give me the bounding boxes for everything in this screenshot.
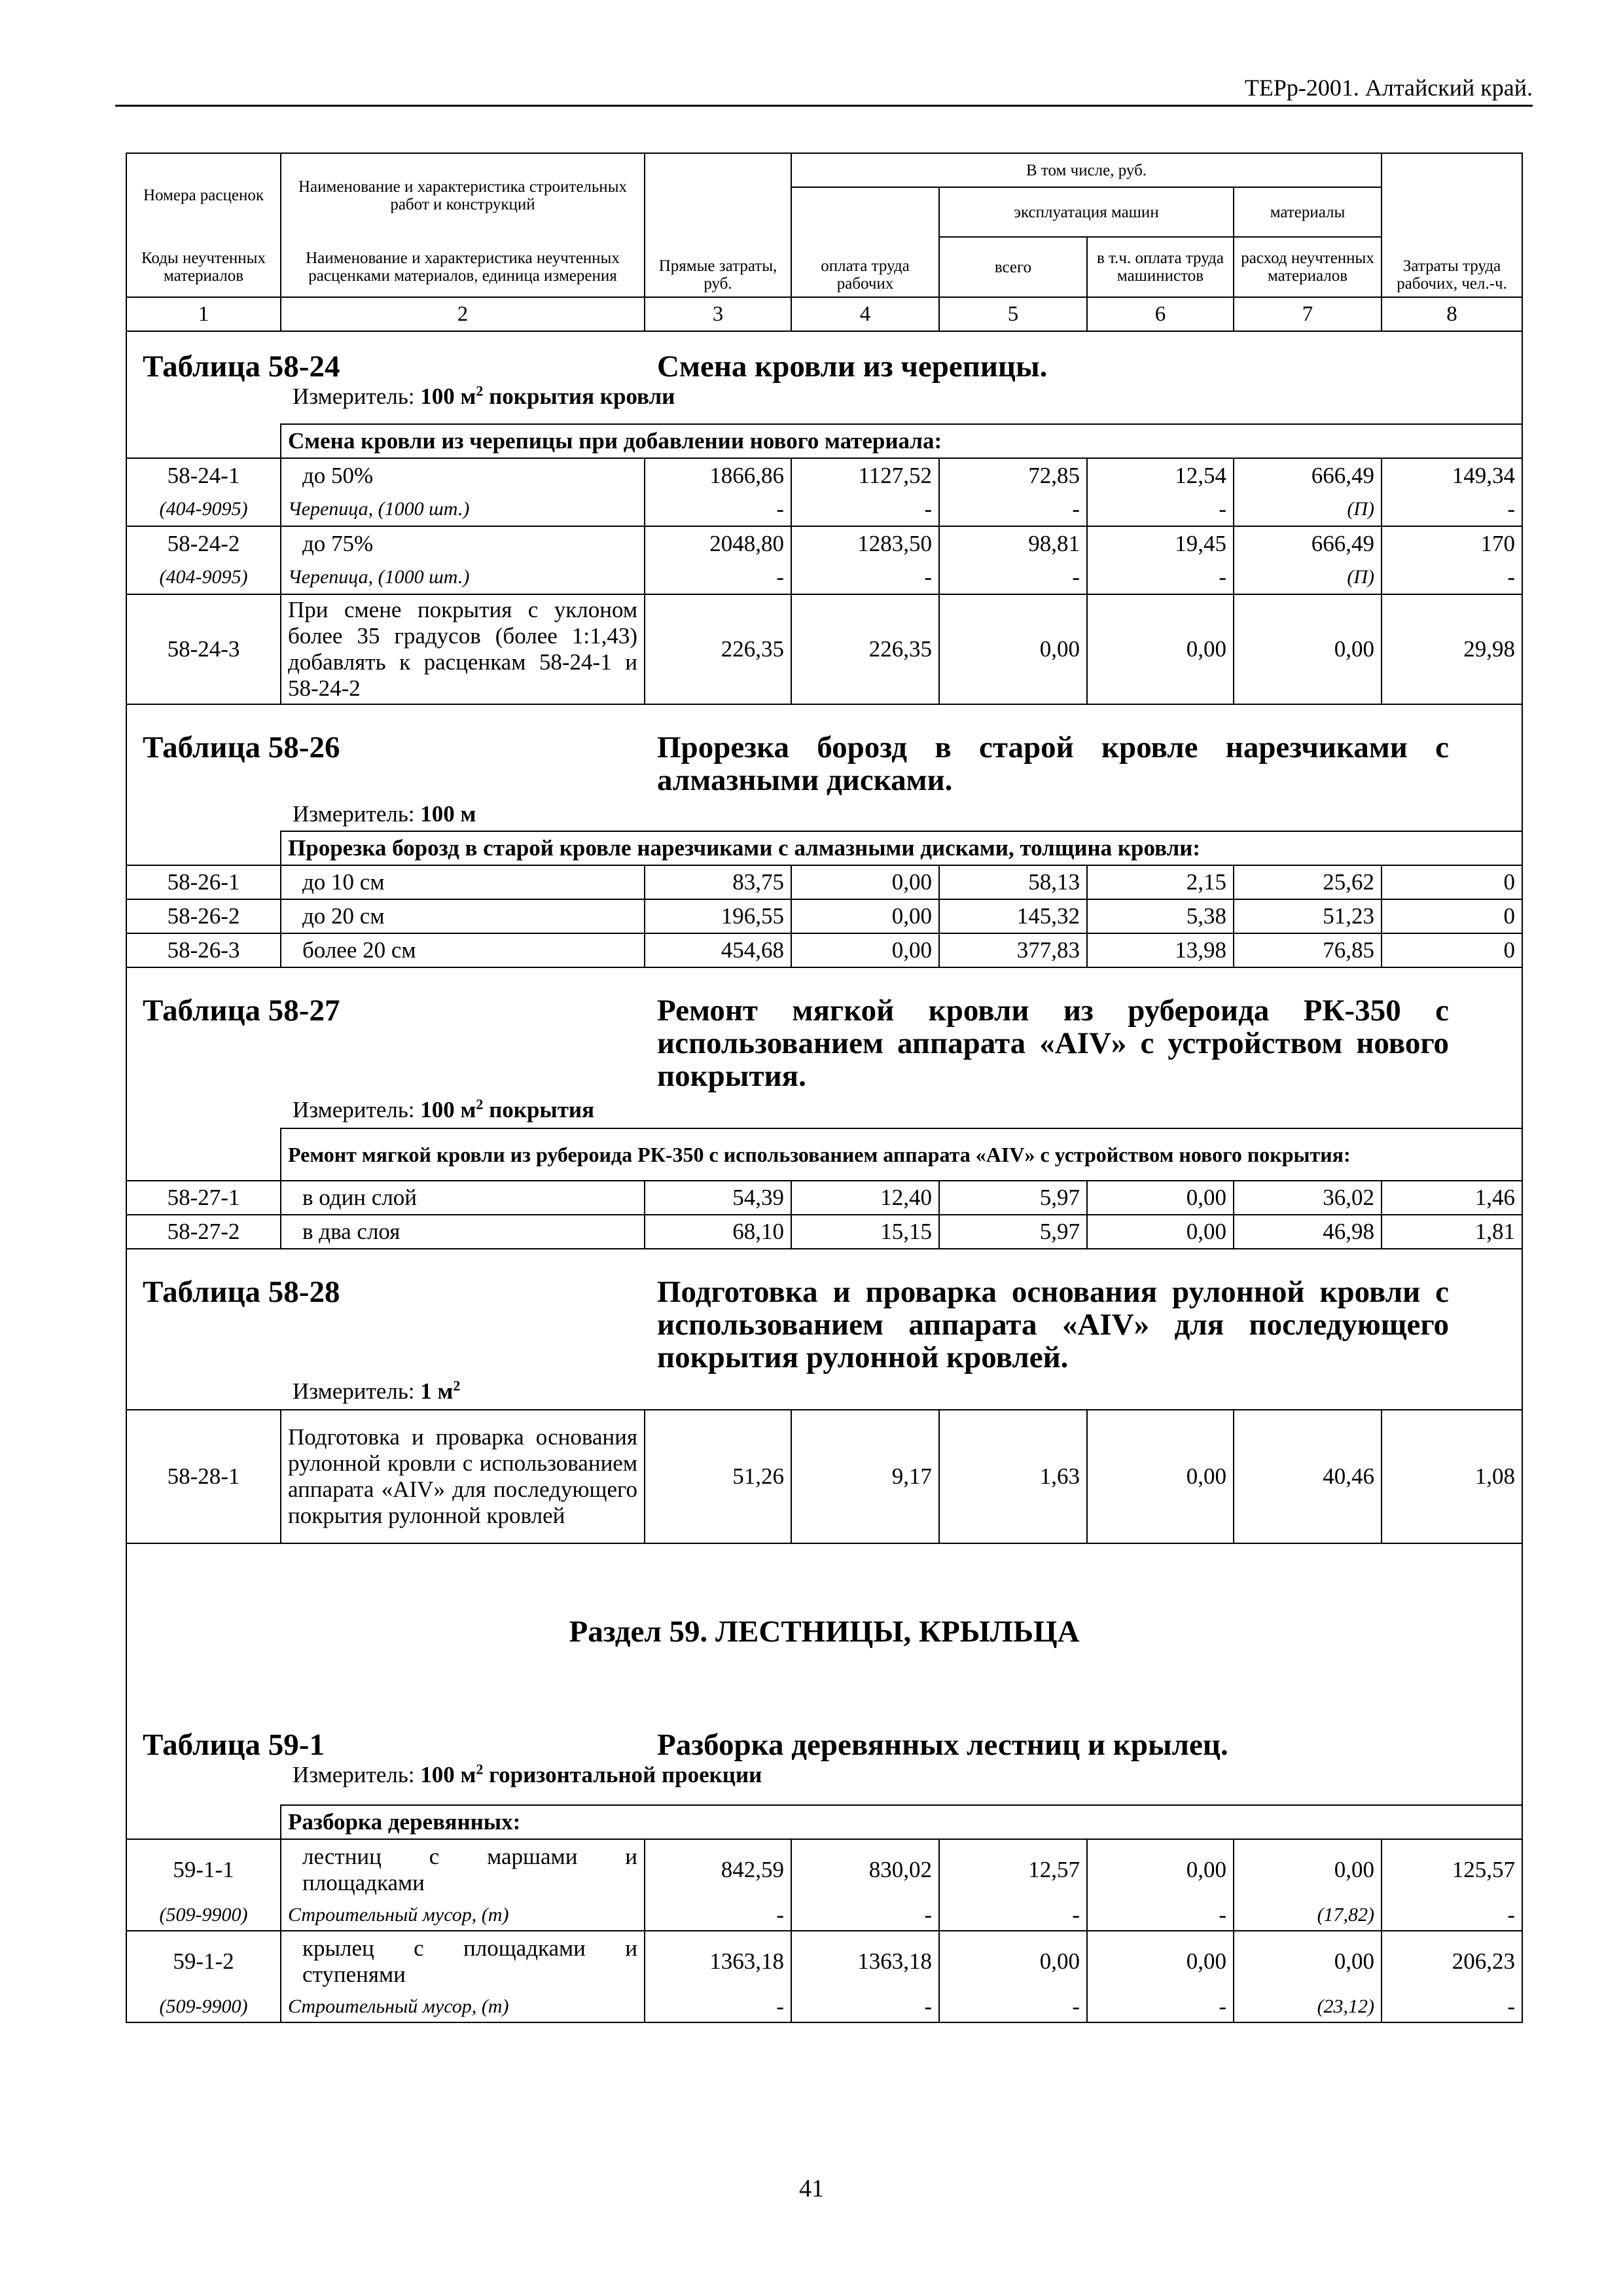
material-name: Строительный мусор, (т) (281, 1899, 645, 1931)
table-row: 58-24-3 При смене покрытия с уклоном более 35 градусов (более 1:1,43) добавлять к расценкам 58-24-1 и 58-24-2 226,35 226,35 0,00 0,00 0,00 29,98 (126, 594, 1522, 704)
rate-name: до 75% (281, 526, 645, 560)
hdr-uncounted-materials: расход неучтенных материалов (1234, 237, 1382, 297)
table-row: 58-27-2 в два слоя 68,10 15,15 5,97 0,00 46,98 1,81 (126, 1215, 1522, 1249)
table-row: 58-26-3 более 20 см 454,68 0,00 377,83 13,98 76,85 0 (126, 933, 1522, 967)
rate-code: 59-1-2 (126, 1931, 281, 1991)
table-name: Таблица 59-1 (143, 1728, 325, 1762)
hdr-direct-costs: Прямые затраты, руб. (645, 153, 791, 297)
hdr-labor-costs: Затраты труда рабочих, чел.-ч. (1382, 153, 1522, 297)
table-row: 59-1-2 крылец с площадками и ступенями 1363,18 1363,18 0,00 0,00 0,00 206,23 (126, 1931, 1522, 1991)
material-code: (509-9900) (126, 1991, 281, 2022)
table-measure: Измеритель: 100 м (293, 801, 476, 827)
header-rule (115, 105, 1533, 107)
section-59-heading (126, 1543, 1522, 1805)
rate-code: 58-26-3 (126, 933, 281, 967)
table-name: Таблица 58-26 (143, 730, 340, 764)
rate-name: до 20 см (281, 899, 645, 933)
rate-name: до 10 см (281, 865, 645, 899)
table-title: Прорезка борозд в старой кровле нарезчиками с алмазными дисками. (657, 730, 1449, 797)
table-title: Разборка деревянных лестниц и крылец. (657, 1728, 1228, 1762)
rate-name: При смене покрытия с уклоном более 35 градусов (более 1:1,43) добавлять к расценкам 58-24-1 и 58-24-2 (281, 594, 645, 704)
rate-name: лестниц с маршами и площадками (281, 1839, 645, 1899)
table-measure: Измеритель: 100 $м^2$ горизонтальной проекции (293, 1761, 762, 1787)
table-58-28-heading (126, 1249, 1522, 1410)
table-measure: Измеритель: 1 $м^2$ (293, 1377, 461, 1404)
rate-code: 58-24-1 (126, 458, 281, 492)
hdr-machine-operation: эксплуатация машин (939, 187, 1234, 237)
rate-code: 58-28-1 (126, 1410, 281, 1543)
hdr-rates-number: Номера расценок (126, 153, 281, 237)
material-code: (404-9095) (126, 560, 281, 594)
table-row: (404-9095) Черепица, (1000 шт.) - - - - (П) - (126, 560, 1522, 594)
table-row: 58-26-2 до 20 см 196,55 0,00 145,32 5,38 51,23 0 (126, 899, 1522, 933)
column-number: 2 (281, 297, 645, 331)
rate-code: 58-24-2 (126, 526, 281, 560)
table-row: (404-9095) Черепица, (1000 шт.) - - - - (П) - (126, 492, 1522, 526)
material-name: Черепица, (1000 шт.) (281, 560, 645, 594)
column-number: 3 (645, 297, 791, 331)
table-row: 58-24-2 до 75% 2048,80 1283,50 98,81 19,45 666,49 170 (126, 526, 1522, 560)
column-number: 6 (1087, 297, 1234, 331)
table-row: (509-9900) Строительный мусор, (т) - - - - (17,82) - (126, 1899, 1522, 1931)
rate-code: 58-27-1 (126, 1181, 281, 1215)
hdr-material-codes: Коды неучтенных материалов (126, 237, 281, 297)
rates-table (126, 152, 1523, 2023)
table-title: Ремонт мягкой кровли из рубероида РК-350 с использованием аппарата «AIV» с устройством нового покрытия. (657, 994, 1449, 1093)
section-title: Раздел 59. ЛЕСТНИЦЫ, КРЫЛЬЦА (569, 1615, 1080, 1649)
rate-code: 59-1-1 (126, 1839, 281, 1899)
column-number: 8 (1382, 297, 1522, 331)
table-58-24-heading (126, 331, 1522, 424)
rate-name: в один слой (281, 1181, 645, 1215)
hdr-material-name: Наименование и характеристика неучтенных расценками материалов, единица измерения (281, 237, 645, 297)
column-number: 1 (126, 297, 281, 331)
page-number: 41 (799, 2175, 824, 2202)
table-row: 58-27-1 в один слой 54,39 12,40 5,97 0,00 36,02 1,46 (126, 1181, 1522, 1215)
table-measure: Измеритель: 100 $м^2$ покрытия кровли (293, 382, 675, 409)
group-heading: Прорезка борозд в старой кровле нарезчиками с алмазными дисками, толщина кровли: (281, 831, 1522, 865)
table-name: Таблица 58-24 (143, 350, 340, 384)
rate-code: 58-24-3 (126, 594, 281, 704)
hdr-labor-pay: оплата труда рабочих (791, 187, 939, 297)
material-name: Строительный мусор, (т) (281, 1991, 645, 2022)
column-numbers-row (126, 297, 1522, 331)
table-measure: Измеритель: 100 $м^2$ покрытия (293, 1096, 595, 1122)
hdr-work-name: Наименование и характеристика строительных работ и конструкций (281, 153, 645, 237)
hdr-machine-total: всего (939, 237, 1087, 297)
table-name: Таблица 58-27 (143, 994, 340, 1028)
rate-name: в два слоя (281, 1215, 645, 1249)
rate-name: крылец с площадками и ступенями (281, 1931, 645, 1991)
table-row: 58-24-1 до 50% 1866,86 1127,52 72,85 12,54 666,49 149,34 (126, 458, 1522, 492)
table-name: Таблица 58-28 (143, 1275, 340, 1309)
rate-name: Подготовка и проварка основания рулонной кровли с использованием аппарата «AIV» для последующего покрытия рулонной кровлей (281, 1410, 645, 1543)
rate-code: 58-26-1 (126, 865, 281, 899)
group-heading: Смена кровли из черепицы при добавлении нового материала: (281, 424, 1522, 458)
column-number: 5 (939, 297, 1087, 331)
column-number: 4 (791, 297, 939, 331)
material-code: (509-9900) (126, 1899, 281, 1931)
hdr-materials: материалы (1234, 187, 1382, 237)
material-name: Черепица, (1000 шт.) (281, 492, 645, 526)
table-row: 58-28-1 Подготовка и проварка основания рулонной кровли с использованием аппарата «AIV» для последующего покрытия рулонной кровлей 51,26 9,17 1,63 0,00 40,46 1,08 (126, 1410, 1522, 1543)
table-row: 59-1-1 лестниц с маршами и площадками 842,59 830,02 12,57 0,00 0,00 125,57 (126, 1839, 1522, 1899)
material-code: (404-9095) (126, 492, 281, 526)
rate-code: 58-27-2 (126, 1215, 281, 1249)
hdr-including: В том числе, руб. (791, 153, 1382, 187)
group-heading: Ремонт мягкой кровли из рубероида РК-350 с использованием аппарата «AIV» с устройством нового покрытия: (281, 1128, 1522, 1181)
column-number: 7 (1234, 297, 1382, 331)
table-58-26-heading (126, 704, 1522, 831)
rate-name: до 50% (281, 458, 645, 492)
rate-code: 58-26-2 (126, 899, 281, 933)
table-row: 58-26-1 до 10 см 83,75 0,00 58,13 2,15 25,62 0 (126, 865, 1522, 899)
table-58-27-heading (126, 967, 1522, 1128)
hdr-machinist-pay: в т.ч. оплата труда машинистов (1087, 237, 1234, 297)
group-heading: Разборка деревянных: (281, 1805, 1522, 1839)
table-row: (509-9900) Строительный мусор, (т) - - - - (23,12) - (126, 1991, 1522, 2022)
running-header: ТЕРр-2001. Алтайский край. (1244, 75, 1533, 101)
table-title: Смена кровли из черепицы. (657, 350, 1048, 384)
rate-name: более 20 см (281, 933, 645, 967)
table-title: Подготовка и проварка основания рулонной кровли с использованием аппарата «AIV» для последующего покрытия рулонной кровлей. (657, 1275, 1449, 1374)
